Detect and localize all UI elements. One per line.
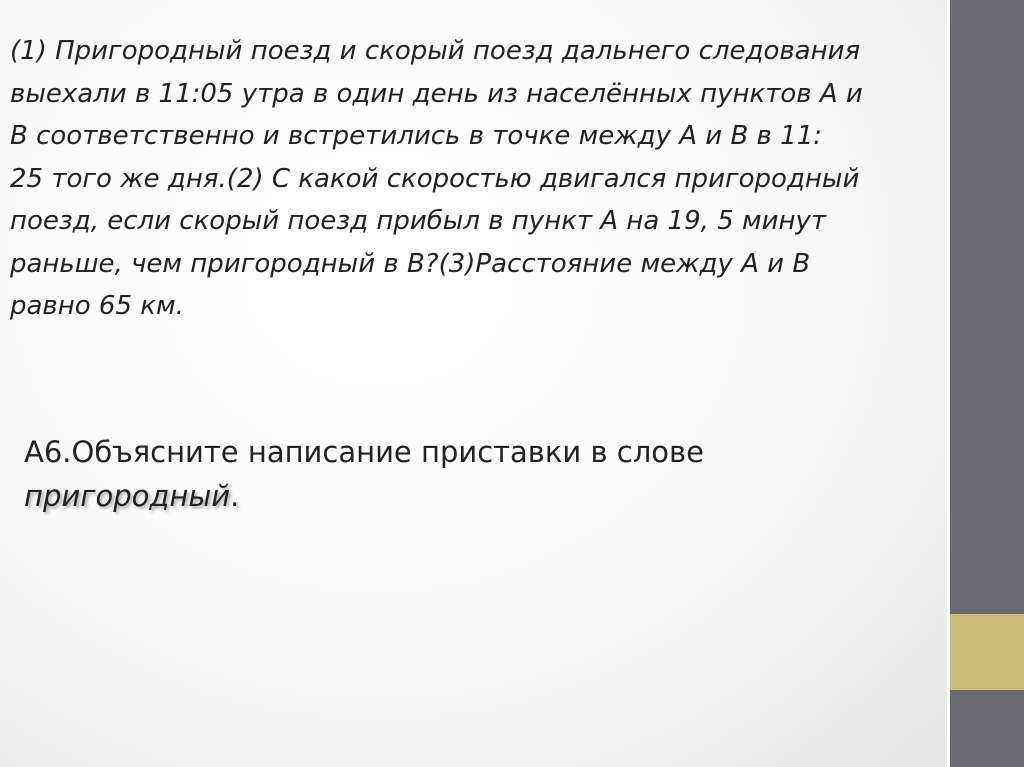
problem-line: 25 того же дня.(2) С какой скоростью двигался пригородный <box>10 163 860 194</box>
problem-line: раньше, чем пригородный в В?(3)Расстояние между А и В <box>10 248 811 279</box>
problem-line: выехали в 11:05 утра в один день из населённых пунктов А и <box>10 78 863 109</box>
problem-line: В соответственно и встретились в точке между А и В в 11: <box>10 121 822 151</box>
sidebar-bar-bottom <box>950 690 1024 767</box>
question-text <box>24 430 924 518</box>
problem-line: (1) Пригородный поезд и скорый поезд дальнего следования <box>10 36 861 66</box>
sidebar-accent-block <box>950 614 1024 690</box>
sidebar-bar-top <box>950 0 1024 614</box>
question-punctuation: . <box>230 479 240 513</box>
problem-line: равно 65 км. <box>10 291 184 321</box>
problem-text <box>10 30 930 328</box>
question-term: пригородный <box>24 479 231 513</box>
problem-line: поезд, если скорый поезд прибыл в пункт А на 19, 5 минут <box>10 206 827 236</box>
question-line: А6.Объясните написание приставки в слове <box>24 435 704 469</box>
